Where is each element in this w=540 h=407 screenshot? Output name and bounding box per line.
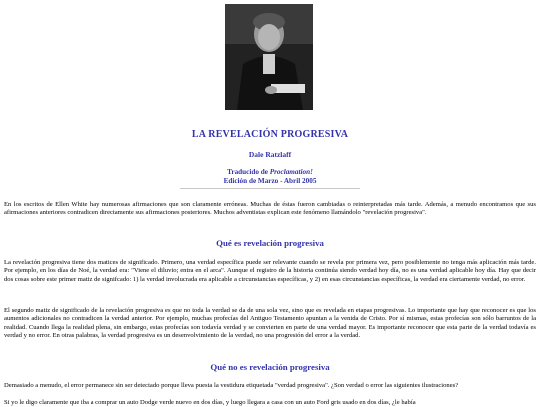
portrait-image — [225, 4, 313, 110]
section-heading: Qué no es revelación progresiva — [210, 362, 330, 372]
translation-line — [0, 168, 540, 177]
body-paragraph: La revelación progresiva tiene dos matices de significado. Primero, una verdad específica puede ser relevante cuando se revela por primera vez, pero posiblemente no tenga más aplicación más tarde. Por ejemplo, en los días de Noé, la verdad era: "Viene el diluvio; entra en el arca". Aunque el registro de la historia continúa siendo verdad hoy día, no es una verdad aplicable hoy día. Hay que decir dos cosas sobre este primer matiz de signifcado: 1) la verdad involucrada era aplicable a circunstancias específicas, y 2) en esas circunstancias específicas, la verdad era ciertamente verdad, no error. — [4, 259, 536, 283]
divider — [180, 188, 360, 189]
translated-prefix: Traducido de — [227, 168, 270, 176]
edition-line: Edición de Marzo - Abril 2005 — [223, 177, 317, 185]
section-heading: Qué es revelación progresiva — [216, 238, 324, 248]
translation-credit — [0, 168, 540, 186]
page-title: LA REVELACIÓN PROGRESIVA — [191, 129, 349, 140]
author-name: Dale Ratzlaff — [248, 150, 292, 159]
publication-name: Proclamation! — [269, 168, 313, 176]
body-paragraph: Si yo le digo claramente que iba a comprar un auto Dodge verde nuevo en dos días, y luego llegara a casa con un auto Ford gris usado en dos días, ¿le había — [4, 399, 416, 406]
intro-paragraph: En los escritos de Ellen White hay numerosas afirmaciones que son claramente erróneas. Muchas de éstas fueron cambiadas o reinterpretadas más tarde. Además, a menudo encontramos que sus afirmaciones anteriores contradicen directamente sus afirmaciones posteriores. Muchos adventistas explican este fenómeno llamándolo "revelación progresiva". — [4, 201, 536, 217]
body-paragraph: Demasiado a menudo, el error permanece sin ser detectado porque lleva puesta la vestidura etiquetada "verdad progresiva". ¿Son verdad o error las siguientes ilustraciones? — [4, 382, 459, 389]
body-paragraph: El segundo matiz de significado de la revelación progresiva es que no toda la verdad se da de una sola vez, sino que es revelada en etapas progresivas. Lo importante que hay que reconocer es que los aumentos adicionales no contradicen la verdad anterior. Por ejemplo, muchas profecías del Antiguo Testamento apuntan a la venida de Cristo. Por sí mismas, estas profecías son sólo barruntos de la realidad. Cuando llega la realidad plena, sin embargo, estas profecías son todavía verdad y se convierten en parte de una verdad mayor. Es importante reconocer que esta parte de la verdad todavía es verdad y no error. En otras palabras, la verdad progresiva es un desenvolvimiento de la verdad, no una progresión del error a la verdad. — [4, 307, 536, 340]
author-portrait — [225, 4, 313, 110]
